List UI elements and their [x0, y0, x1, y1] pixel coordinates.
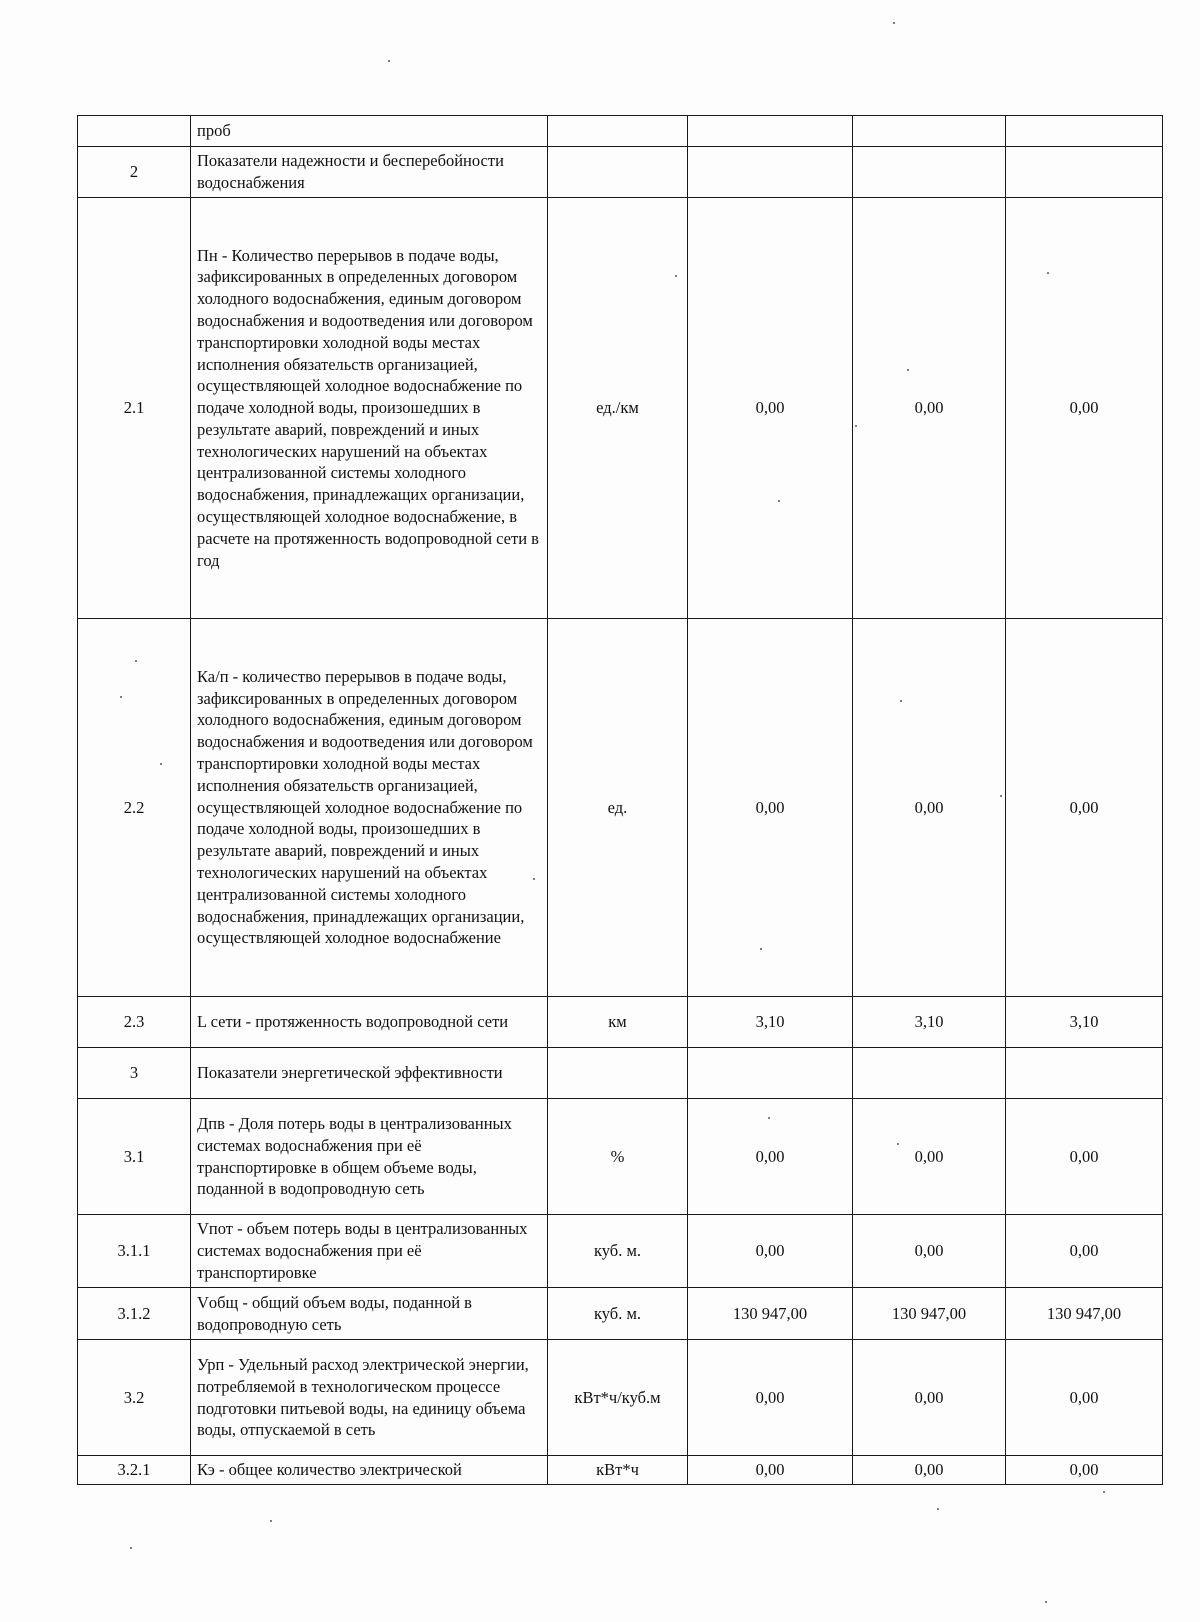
unit-cell: %	[548, 1099, 688, 1215]
scan-speck	[760, 948, 762, 950]
value-cell-1	[688, 147, 853, 198]
value-cell-2: 0,00	[853, 1456, 1006, 1485]
table-row	[78, 1215, 1163, 1288]
table-row	[78, 619, 1163, 997]
scan-speck	[1047, 272, 1049, 274]
table-row	[78, 198, 1163, 619]
value-cell-2: 0,00	[853, 619, 1006, 997]
table-row	[78, 1288, 1163, 1340]
unit-cell: км	[548, 997, 688, 1048]
row-number: 3.1	[78, 1099, 191, 1215]
indicator-description: проб	[191, 116, 548, 147]
indicator-description: L сети - протяженность водопроводной сети	[191, 997, 548, 1048]
unit-cell: кВт*ч	[548, 1456, 688, 1485]
indicator-description: Vобщ - общий объем воды, поданной в водопроводную сеть	[191, 1288, 548, 1340]
scan-speck	[533, 878, 535, 880]
value-cell-3: 3,10	[1006, 997, 1163, 1048]
value-cell-1: 3,10	[688, 997, 853, 1048]
table-row	[78, 116, 1163, 147]
value-cell-2	[853, 1048, 1006, 1099]
value-cell-2: 0,00	[853, 198, 1006, 619]
unit-cell: ед.	[548, 619, 688, 997]
scan-speck	[768, 1117, 770, 1119]
scan-speck	[388, 60, 390, 62]
unit-cell: куб. м.	[548, 1288, 688, 1340]
row-number: 2.3	[78, 997, 191, 1048]
value-cell-2: 130 947,00	[853, 1288, 1006, 1340]
indicator-description: Vпот - объем потерь воды в централизованных системах водоснабжения при её транспортировке	[191, 1215, 548, 1288]
value-cell-2: 0,00	[853, 1340, 1006, 1456]
unit-cell	[548, 116, 688, 147]
scan-speck	[897, 1143, 899, 1145]
table-row	[78, 1456, 1163, 1485]
scan-speck	[893, 22, 895, 24]
scan-speck	[135, 660, 137, 662]
scan-speck	[1045, 1601, 1047, 1603]
table-row	[78, 147, 1163, 198]
table-row	[78, 1340, 1163, 1456]
row-number: 3	[78, 1048, 191, 1099]
value-cell-3	[1006, 116, 1163, 147]
value-cell-1	[688, 1048, 853, 1099]
scan-speck	[1103, 1491, 1105, 1493]
value-cell-2	[853, 147, 1006, 198]
row-number: 3.1.1	[78, 1215, 191, 1288]
table-row	[78, 997, 1163, 1048]
value-cell-3	[1006, 1048, 1163, 1099]
value-cell-1	[688, 116, 853, 147]
value-cell-1: 0,00	[688, 1099, 853, 1215]
value-cell-3: 130 947,00	[1006, 1288, 1163, 1340]
value-cell-1: 0,00	[688, 619, 853, 997]
scan-speck	[270, 1520, 272, 1522]
unit-cell: кВт*ч/куб.м	[548, 1340, 688, 1456]
value-cell-3: 0,00	[1006, 619, 1163, 997]
indicator-description: Урп - Удельный расход электрической энергии, потребляемой в технологическом процессе подготовки питьевой воды, на единицу объема воды, отпускаемой в сеть	[191, 1340, 548, 1456]
scan-speck	[1000, 795, 1002, 797]
value-cell-2: 3,10	[853, 997, 1006, 1048]
row-number: 3.1.2	[78, 1288, 191, 1340]
indicator-description: Кэ - общее количество электрической	[191, 1456, 548, 1485]
value-cell-2	[853, 116, 1006, 147]
value-cell-3: 0,00	[1006, 198, 1163, 619]
table-row	[78, 1099, 1163, 1215]
value-cell-3: 0,00	[1006, 1215, 1163, 1288]
row-number: 2	[78, 147, 191, 198]
indicator-description: Ка/п - количество перерывов в подаче воды, зафиксированных в определенных договором холодного водоснабжения, единым договором водоснабжения и водоотведения или договором транспортировки холодной воды местах исполнения обязательств организацией, осуществляющей холодное водоснабжение по подаче холодной воды, произошедших в результате аварий, повреждений и иных технологических нарушений на объектах централизованной системы холодного водоснабжения, принадлежащих организации, осуществляющей холодное водоснабжение	[191, 619, 548, 997]
scan-speck	[855, 425, 857, 427]
row-number: 3.2	[78, 1340, 191, 1456]
scan-speck	[778, 500, 780, 502]
indicator-description: Пн - Количество перерывов в подаче воды, зафиксированных в определенных договором холодного водоснабжения, единым договором водоснабжения и водоотведения или договором транспортировки холодной воды местах исполнения обязательств организацией, осуществляющей холодное водоснабжение по подаче холодной воды, произошедших в результате аварий, повреждений и иных технологических нарушений на объектах централизованной системы холодного водоснабжения, принадлежащих организации, осуществляющей холодное водоснабжение, в расчете на протяженность водопроводной сети в год	[191, 198, 548, 619]
value-cell-3: 0,00	[1006, 1099, 1163, 1215]
scan-speck	[900, 700, 902, 702]
value-cell-1: 130 947,00	[688, 1288, 853, 1340]
table-row	[78, 1048, 1163, 1099]
row-number	[78, 116, 191, 147]
scan-speck	[907, 369, 909, 371]
value-cell-1: 0,00	[688, 1456, 853, 1485]
value-cell-2: 0,00	[853, 1099, 1006, 1215]
value-cell-1: 0,00	[688, 198, 853, 619]
value-cell-3	[1006, 147, 1163, 198]
value-cell-1: 0,00	[688, 1215, 853, 1288]
scan-speck	[130, 1547, 132, 1549]
value-cell-3: 0,00	[1006, 1456, 1163, 1485]
row-number: 3.2.1	[78, 1456, 191, 1485]
scan-speck	[160, 763, 162, 765]
unit-cell	[548, 147, 688, 198]
scan-speck	[675, 275, 677, 277]
row-number: 2.1	[78, 198, 191, 619]
indicators-table	[77, 115, 1163, 1485]
value-cell-2: 0,00	[853, 1215, 1006, 1288]
scan-speck	[120, 696, 122, 698]
value-cell-3: 0,00	[1006, 1340, 1163, 1456]
scan-speck	[937, 1508, 939, 1510]
row-number: 2.2	[78, 619, 191, 997]
unit-cell: ед./км	[548, 198, 688, 619]
unit-cell	[548, 1048, 688, 1099]
indicator-description: Дпв - Доля потерь воды в централизованных системах водоснабжения при её транспортировке в общем объеме воды, поданной в водопроводную сеть	[191, 1099, 548, 1215]
unit-cell: куб. м.	[548, 1215, 688, 1288]
value-cell-1: 0,00	[688, 1340, 853, 1456]
indicator-description: Показатели надежности и бесперебойности водоснабжения	[191, 147, 548, 198]
indicator-description: Показатели энергетической эффективности	[191, 1048, 548, 1099]
